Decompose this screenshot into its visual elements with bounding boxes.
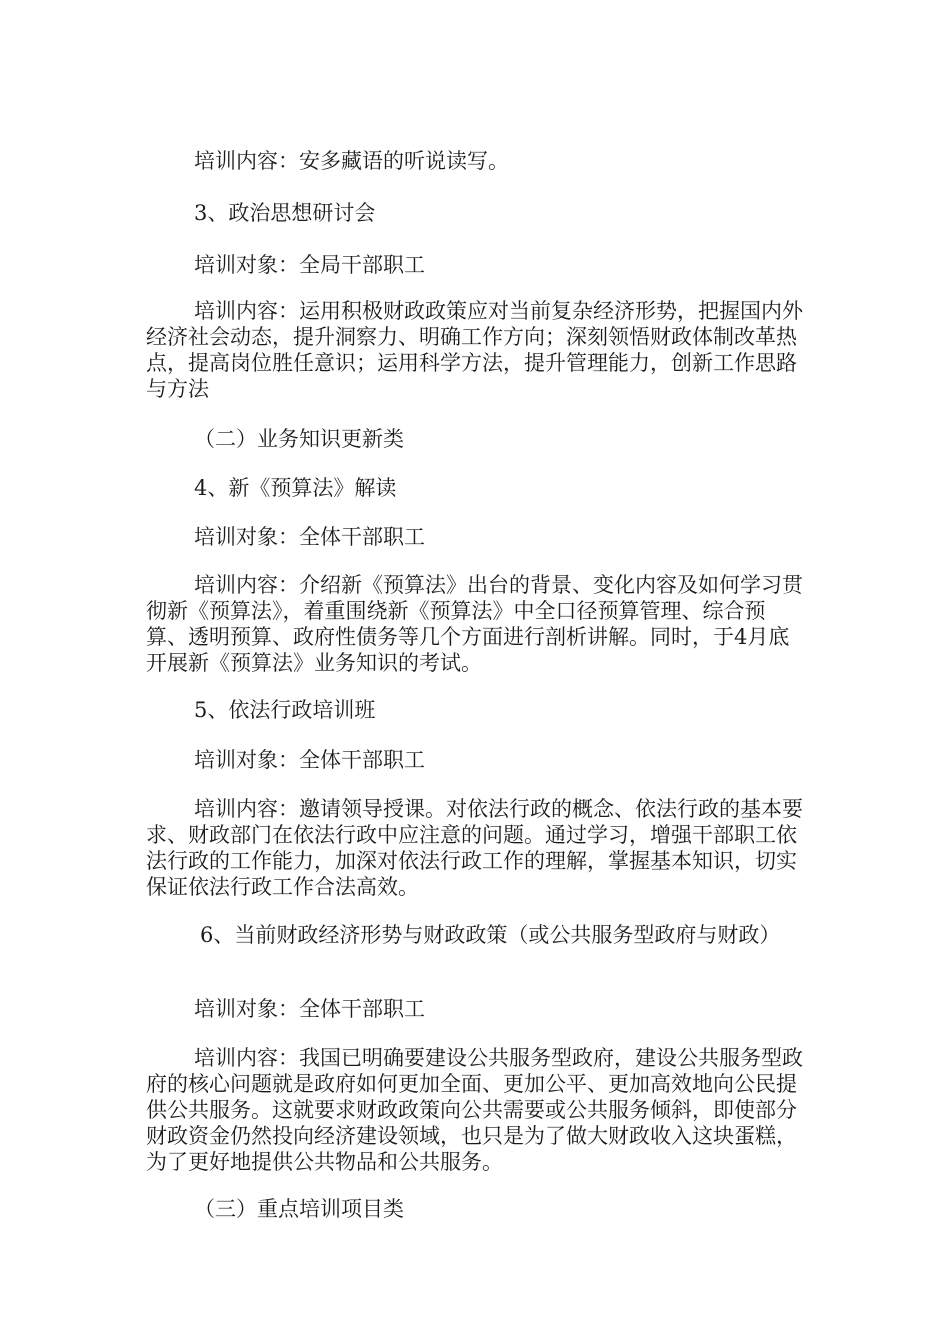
heading-fiscal-economic-situation: 6、当前财政经济形势与财政政策（或公共服务型政府与财政）: [200, 923, 781, 947]
heading-administration-by-law: 5、依法行政培训班: [194, 698, 376, 722]
paragraph-training-content-public-service: 培训内容：我国已明确要建设公共服务型政府，建设公共服务型政府的核心问题就是政府如何更加全面、更加公平、更加高效地向公民提供公共服务。这就要求财政政策向公共需要或公共服务倾斜，即使部分财政资金仍然投向经济建设领域，也只是为了做大财政收入这块蛋糕，为了更好地提供公共物品和公共服务。: [146, 1046, 803, 1174]
paragraph-training-target: 培训对象：全体干部职工: [194, 997, 425, 1021]
section-heading-business-knowledge: （二）业务知识更新类: [194, 427, 404, 451]
paragraph-training-content-budget-law: 培训内容：介绍新《预算法》出台的背景、变化内容及如何学习贯彻新《预算法》，着重围绕新《预算法》中全口径预算管理、综合预算、透明预算、政府性债务等几个方面进行剖析讲解。同时，于4月底开展新《预算法》业务知识的考试。: [146, 573, 803, 675]
paragraph-training-target: 培训对象：全体干部职工: [194, 748, 425, 772]
paragraph-training-target: 培训对象：全体干部职工: [194, 525, 425, 549]
heading-budget-law: 4、新《预算法》解读: [194, 476, 397, 500]
paragraph-training-content-administration: 培训内容：邀请领导授课。对依法行政的概念、依法行政的基本要求、财政部门在依法行政中应注意的问题。通过学习，增强干部职工依法行政的工作能力，加深对依法行政工作的理解，掌握基本知识，切实保证依法行政工作合法高效。: [146, 797, 803, 899]
section-heading-key-training-projects: （三）重点培训项目类: [194, 1197, 404, 1221]
paragraph-training-content-fiscal-policy: 培训内容：运用积极财政政策应对当前复杂经济形势，把握国内外经济社会动态，提升洞察力、明确工作方向；深刻领悟财政体制改革热点，提高岗位胜任意识；运用科学方法，提升管理能力，创新工作思路与方法: [146, 299, 803, 401]
heading-political-seminar: 3、政治思想研讨会: [194, 201, 376, 225]
paragraph-training-target: 培训对象：全局干部职工: [194, 253, 425, 277]
paragraph-training-content-tibetan: 培训内容：安多藏语的听说读写。: [194, 149, 509, 173]
